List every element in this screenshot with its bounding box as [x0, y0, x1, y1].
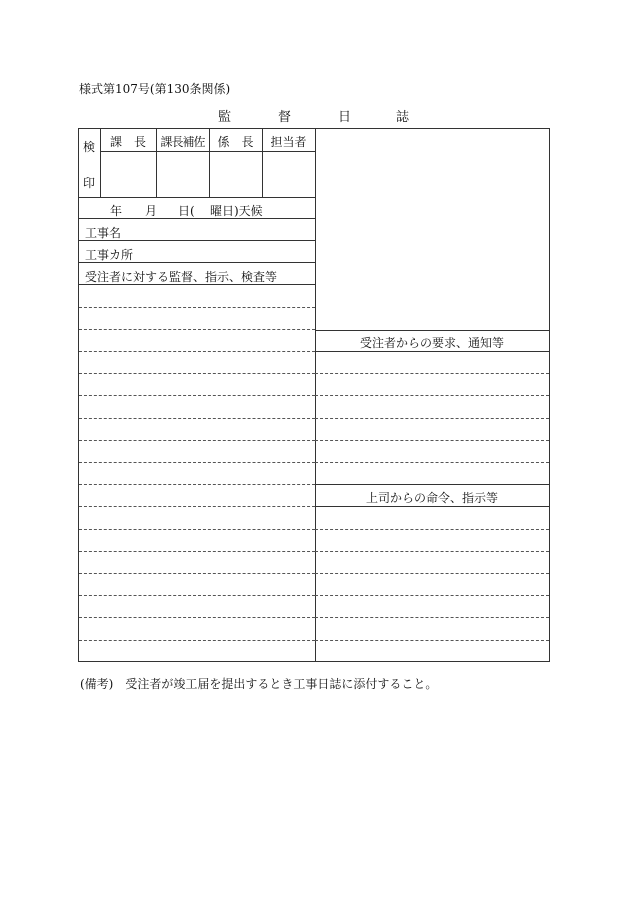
writing-line	[79, 462, 315, 463]
form-number: 様式第107号(第130条関係)	[79, 82, 231, 96]
remarks-note: (備考) 受注者が竣工届を提出するとき工事日誌に添付すること。	[80, 677, 438, 691]
writing-line	[79, 551, 315, 552]
writing-line	[79, 640, 315, 641]
date-day: 日(	[178, 204, 195, 218]
date-year: 年	[110, 204, 123, 218]
title-char-4: 誌	[396, 110, 410, 125]
writing-line	[79, 351, 315, 352]
seal-col-section-chief: 課 長	[109, 135, 146, 149]
writing-line	[79, 395, 315, 396]
writing-line	[315, 617, 549, 618]
seal-col-person-in-charge: 担当者	[270, 135, 307, 149]
section-orders-heading: 上司からの命令、指示等	[365, 491, 498, 505]
writing-line	[79, 418, 315, 419]
writing-line	[79, 617, 315, 618]
writing-line	[79, 373, 315, 374]
seal-col-unit-chief: 係 長	[217, 135, 254, 149]
diary-form-table	[78, 128, 550, 662]
section-requests-heading: 受注者からの要求、通知等	[359, 336, 504, 350]
field-work-location: 工事カ所	[85, 248, 134, 262]
writing-line	[315, 551, 549, 552]
writing-line	[315, 373, 549, 374]
writing-line	[79, 307, 315, 308]
writing-line	[79, 529, 315, 530]
writing-line	[79, 506, 315, 507]
writing-line	[315, 440, 549, 441]
title-char-2: 督	[278, 110, 292, 125]
writing-line	[79, 573, 315, 574]
writing-line	[79, 440, 315, 441]
title-char-3: 日	[338, 110, 352, 125]
field-work-name: 工事名	[85, 226, 122, 240]
date-weekday-weather: 曜日)天候	[210, 204, 263, 218]
writing-line	[79, 329, 315, 330]
field-supervision: 受注者に対する監督、指示、検査等	[85, 270, 278, 284]
date-month: 月	[145, 204, 158, 218]
writing-line	[315, 395, 549, 396]
seal-char-2: 印	[83, 176, 96, 190]
writing-line	[315, 529, 549, 530]
writing-line	[315, 573, 549, 574]
writing-line	[79, 484, 315, 485]
writing-line	[315, 595, 549, 596]
writing-line	[315, 462, 549, 463]
title-char-1: 監	[218, 110, 232, 125]
writing-line	[315, 418, 549, 419]
seal-char-1: 検	[83, 140, 96, 154]
writing-line	[79, 595, 315, 596]
seal-col-deputy-chief: 課長補佐	[160, 135, 205, 149]
writing-line	[315, 640, 549, 641]
